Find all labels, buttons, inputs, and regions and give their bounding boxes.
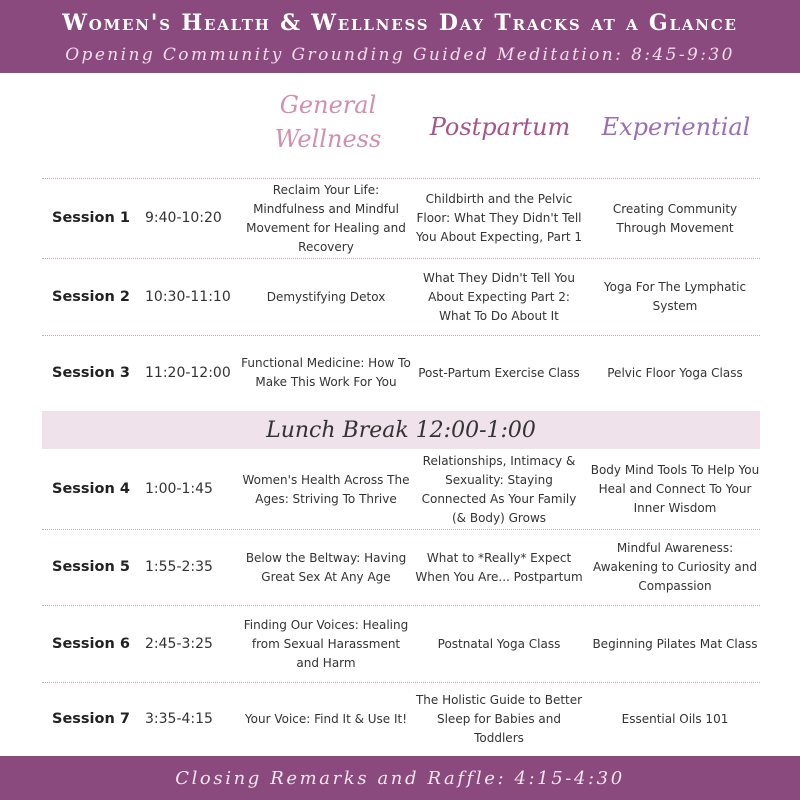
experiential-topic: Creating Community Through Movement xyxy=(612,201,738,235)
session-row-5 xyxy=(42,530,760,605)
postpartum-topic: Relationships, Intimacy & Sexuality: Staying Connected As Your Family (& Body) Grows xyxy=(421,453,577,525)
session-label: Session 3 xyxy=(52,364,130,381)
experiential-topic: Essential Oils 101 xyxy=(621,712,729,726)
session-label: Session 1 xyxy=(52,210,130,226)
postpartum-topic: What to *Really* Expect When You Are... Postpartum xyxy=(415,550,583,584)
session-label: Session 5 xyxy=(52,559,130,575)
session-time: 9:40-10:20 xyxy=(145,210,222,226)
closing-remarks-banner: Closing Remarks and Raffle: 4:15-4:30 xyxy=(0,756,800,800)
general-wellness-topic: Your Voice: Find It & Use It! xyxy=(244,712,408,726)
session-row-6 xyxy=(42,606,760,682)
postpartum-topic: Childbirth and the Pelvic Floor: What They Didn't Tell You About Expecting, Part 1 xyxy=(415,192,583,244)
session-time: 1:55-2:35 xyxy=(145,559,213,575)
general-wellness-topic: Women's Health Across The Ages: Striving To Thrive xyxy=(242,472,410,506)
opening-meditation-subtitle: Opening Community Grounding Guided Meditation: 8:45-9:30 xyxy=(65,45,735,65)
track-heading-postpartum: Postpartum xyxy=(429,113,571,141)
experiential-topic: Yoga For The Lymphatic System xyxy=(603,280,747,313)
header-banner xyxy=(0,0,800,73)
postpartum-topic: The Holistic Guide to Better Sleep for Babies and Toddlers xyxy=(415,693,583,745)
postpartum-topic: Post-Partum Exercise Class xyxy=(418,365,580,380)
session-time: 1:00-1:45 xyxy=(145,481,213,497)
session-time: 3:35-4:15 xyxy=(145,711,213,727)
page-title: Women's Health & Wellness Day Tracks at a Glance xyxy=(62,10,738,36)
general-wellness-topic: Functional Medicine: How To Make This Work For You xyxy=(241,356,411,389)
session-row-1 xyxy=(42,179,760,258)
postpartum-topic: What They Didn't Tell You About Expecting Part 2: What To Do About It xyxy=(422,270,576,323)
session-label: Session 7 xyxy=(52,711,130,727)
track-heading-general-wellness: General Wellness xyxy=(274,91,382,153)
general-wellness-topic: Demystifying Detox xyxy=(266,289,386,304)
session-label: Session 4 xyxy=(52,481,130,497)
session-label: Session 6 xyxy=(52,635,130,652)
session-time: 2:45-3:25 xyxy=(145,635,213,652)
general-wellness-topic: Reclaim Your Life: Mindfulness and Mindful Movement for Healing and Recovery xyxy=(246,182,406,254)
experiential-topic: Beginning Pilates Mat Class xyxy=(592,636,758,651)
session-time: 11:20-12:00 xyxy=(145,364,231,381)
experiential-topic: Body Mind Tools To Help You Heal and Connect To Your Inner Wisdom xyxy=(590,463,760,515)
session-time: 10:30-11:10 xyxy=(145,288,231,305)
general-wellness-topic: Below the Beltway: Having Great Sex At Any Age xyxy=(245,550,407,584)
experiential-topic: Pelvic Floor Yoga Class xyxy=(607,365,743,380)
postpartum-topic: Postnatal Yoga Class xyxy=(437,636,561,651)
session-row-2 xyxy=(42,259,760,335)
experiential-topic: Mindful Awareness: Awakening to Curiosity and Compassion xyxy=(592,541,757,593)
session-row-7 xyxy=(42,683,760,756)
general-wellness-topic: Finding Our Voices: Healing from Sexual Harassment and Harm xyxy=(243,617,409,670)
session-row-3 xyxy=(42,336,760,410)
lunch-break-banner: Lunch Break 12:00-1:00 xyxy=(42,411,760,449)
track-heading-experiential: Experiential xyxy=(601,113,751,141)
session-label: Session 2 xyxy=(52,288,130,305)
session-row-4 xyxy=(42,450,760,529)
